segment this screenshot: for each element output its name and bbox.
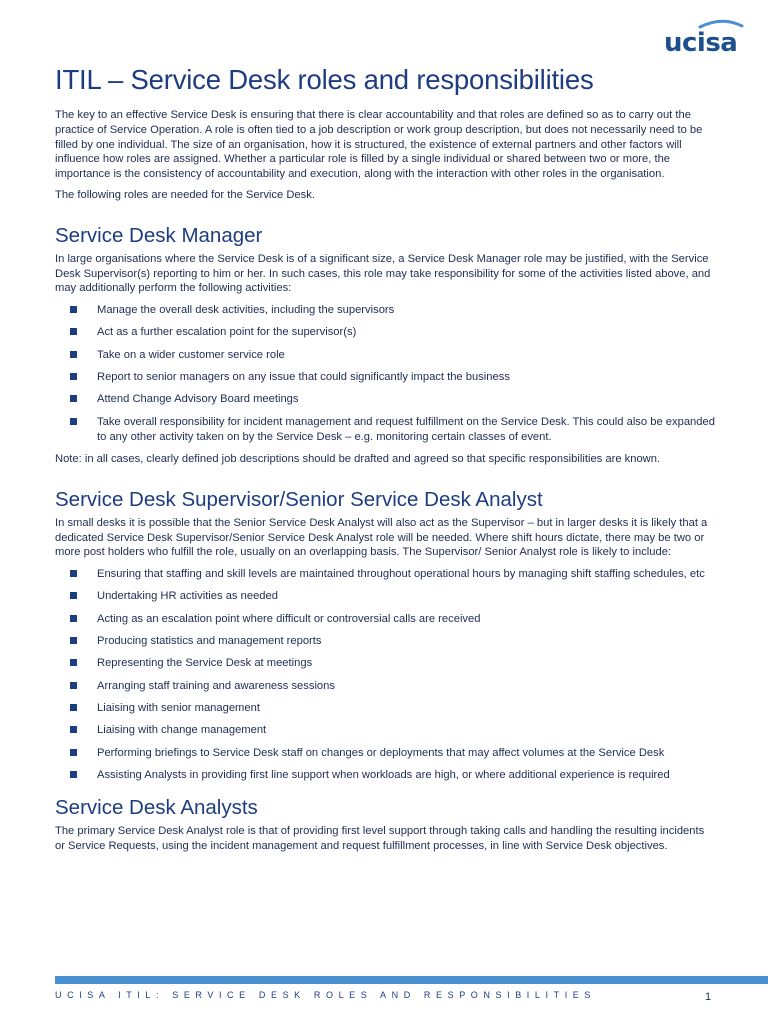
list-item: Acting as an escalation point where difficult or controversial calls are received	[55, 612, 715, 627]
bullet-square-icon	[70, 704, 77, 711]
bullet-square-icon	[70, 351, 77, 358]
bullet-square-icon	[70, 373, 77, 380]
roles-lead-paragraph: The following roles are needed for the Service Desk.	[55, 188, 315, 201]
ucisa-logo	[660, 18, 746, 62]
bullet-square-icon	[70, 682, 77, 689]
list-item: Arranging staff training and awareness sessions	[55, 679, 715, 694]
list-item: Manage the overall desk activities, including the supervisors	[55, 303, 715, 318]
page-title: ITIL – Service Desk roles and responsibilities	[55, 64, 594, 95]
list-item: Attend Change Advisory Board meetings	[55, 392, 715, 407]
manager-paragraph: In large organisations where the Service Desk is of a significant size, a Service Desk Manager role may be justified, with the Service Desk Supervisor(s) reporting to him or her. In such cases, this role may take responsibility for some of the activities listed above, and may additionally perform the following activities:	[55, 252, 711, 295]
list-item: Take overall responsibility for incident management and request fulfillment on the Service Desk. This could also be expanded to any other activity taken on by the Service Desk – e.g. monitoring certain classes of event.	[55, 415, 715, 445]
manager-activity-list	[55, 303, 715, 444]
bullet-square-icon	[70, 771, 77, 778]
footer-running-title: UCISA ITIL: SERVICE DESK ROLES AND RESPONSIBILITIES	[55, 990, 597, 1000]
bullet-square-icon	[70, 570, 77, 577]
section-heading-supervisor: Service Desk Supervisor/Senior Service Desk Analyst	[55, 487, 543, 511]
bullet-square-icon	[70, 659, 77, 666]
supervisor-paragraph: In small desks it is possible that the Senior Service Desk Analyst will also act as the Supervisor – but in larger desks it is likely that a dedicated Service Desk Supervisor/Senior Service Desk Analyst role will be needed. Where shift hours dictate, there may be two or more post holders who fulfill the role, usually on an overlapping basis. The Supervisor/ Senior Analyst role is likely to include:	[55, 516, 708, 559]
bullet-square-icon	[70, 395, 77, 402]
manager-note: Note: in all cases, clearly defined job descriptions should be drafted and agreed so that specific responsibilities are known.	[55, 452, 661, 465]
page-number: 1	[705, 991, 712, 1003]
bullet-square-icon	[70, 418, 77, 425]
bullet-square-icon	[70, 306, 77, 313]
list-item: Report to senior managers on any issue that could significantly impact the business	[55, 370, 715, 385]
list-item: Undertaking HR activities as needed	[55, 589, 715, 604]
list-item: Ensuring that staffing and skill levels are maintained throughout operational hours by managing shift staffing schedules, etc	[55, 567, 715, 582]
list-item: Representing the Service Desk at meetings	[55, 656, 715, 671]
analysts-paragraph: The primary Service Desk Analyst role is that of providing first level support through taking calls and handling the resulting incidents or Service Requests, using the incident management and request fulfillment processes, in line with Service Desk objectives.	[55, 824, 705, 852]
logo-text: ucisa	[664, 28, 738, 58]
list-item: Take on a wider customer service role	[55, 348, 715, 363]
bullet-square-icon	[70, 726, 77, 733]
bullet-square-icon	[70, 615, 77, 622]
list-item: Liaising with change management	[55, 723, 715, 738]
list-item: Assisting Analysts in providing first line support when workloads are high, or where additional experience is required	[55, 768, 715, 783]
list-item: Performing briefings to Service Desk staff on changes or deployments that may affect volumes at the Service Desk	[55, 746, 715, 761]
bullet-square-icon	[70, 328, 77, 335]
bullet-square-icon	[70, 592, 77, 599]
section-heading-analysts: Service Desk Analysts	[55, 795, 258, 819]
intro-paragraph: The key to an effective Service Desk is ensuring that there is clear accountability and that roles are defined so as to carry out the practice of Service Operation. A role is often tied to a job description or work group description, but does not necessarily need to be filled by one individual. The size of an organisation, how it is structured, the existence of external partners and other factors will influence how roles are assigned. Whether a particular role is filled by a single individual or shared between two or more, the importance is the consistency of accountability and execution, along with the interaction with other roles in the organisation.	[55, 109, 703, 181]
list-item: Producing statistics and management reports	[55, 634, 715, 649]
document-body	[55, 62, 715, 853]
section-heading-manager: Service Desk Manager	[55, 223, 263, 247]
footer-accent-bar	[55, 976, 768, 984]
supervisor-duty-list	[55, 567, 715, 783]
bullet-square-icon	[70, 637, 77, 644]
list-item: Liaising with senior management	[55, 701, 715, 716]
list-item: Act as a further escalation point for the supervisor(s)	[55, 325, 715, 340]
bullet-square-icon	[70, 749, 77, 756]
